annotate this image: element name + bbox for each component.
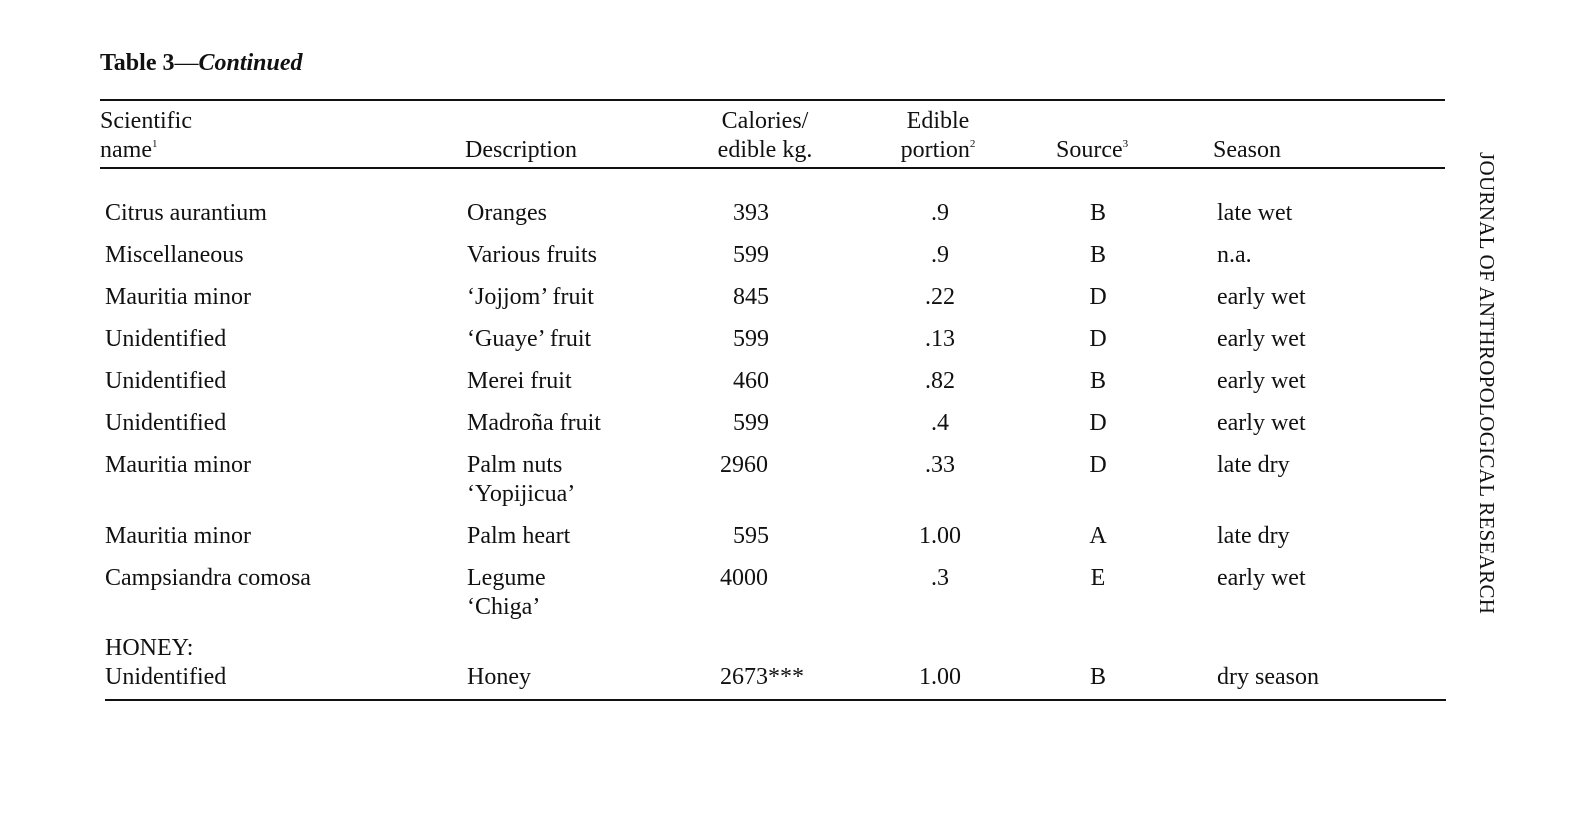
cell-calories: 2673***	[720, 664, 804, 690]
cell-scientific-name: Miscellaneous	[105, 242, 244, 268]
cell-calories: 460	[733, 368, 769, 394]
cell-season: late wet	[1217, 200, 1293, 226]
cell-edible-portion: .33	[925, 452, 955, 478]
cell-edible-portion: .82	[925, 368, 955, 394]
cell-source: D	[1089, 326, 1107, 352]
table-label: Table 3	[100, 50, 175, 76]
cell-edible-portion: .4	[931, 410, 949, 436]
cell-source: D	[1089, 452, 1107, 478]
cell-calories: 2960	[720, 452, 768, 478]
cell-description-line2: ‘Yopijicua’	[467, 481, 576, 507]
cell-season: early wet	[1217, 326, 1306, 352]
cell-edible-portion: .13	[925, 326, 955, 352]
cell-season: early wet	[1217, 284, 1306, 310]
cell-description: Various fruits	[467, 242, 597, 268]
cell-season: early wet	[1217, 565, 1306, 591]
cell-description: Legume	[467, 565, 546, 591]
cell-description: Palm nuts	[467, 452, 563, 478]
footnote-marker-3: 3	[1122, 138, 1129, 150]
cell-scientific-name: Campsiandra comosa	[105, 565, 311, 591]
header-calories-line1: Calories/	[721, 108, 809, 134]
cell-calories: 845	[733, 284, 769, 310]
cell-source: D	[1089, 284, 1107, 310]
cell-description: Palm heart	[467, 523, 571, 549]
cell-source: B	[1089, 200, 1106, 226]
cell-scientific-name: Unidentified	[105, 368, 227, 394]
cell-description: Merei fruit	[467, 368, 572, 394]
cell-source: B	[1089, 368, 1106, 394]
cell-calories: 595	[733, 523, 769, 549]
cell-calories: 4000	[720, 565, 768, 591]
cell-description: ‘Guaye’ fruit	[467, 326, 592, 352]
cell-season: early wet	[1217, 410, 1306, 436]
header-edible-text: portion	[900, 137, 970, 163]
cell-description: Madroña fruit	[467, 410, 601, 436]
cell-description: ‘Jojjom’ fruit	[467, 284, 594, 310]
cell-season: late dry	[1217, 452, 1290, 478]
header-calories-line2: edible kg.	[717, 137, 813, 163]
header-scientific-line1: Scientific	[100, 108, 192, 134]
cell-description: Honey	[467, 664, 531, 690]
footnote-marker-1: 1	[151, 138, 158, 150]
cell-calories: 393	[733, 200, 769, 226]
cell-scientific-name: Citrus aurantium	[105, 200, 267, 226]
cell-description-line2: ‘Chiga’	[467, 594, 541, 620]
cell-scientific-name: Mauritia minor	[105, 452, 251, 478]
running-head-vertical	[1472, 152, 1502, 615]
footnote-marker-2: 2	[969, 138, 976, 150]
header-season: Season	[1213, 137, 1281, 163]
header-edible-line1: Edible	[906, 108, 970, 134]
cell-season: dry season	[1217, 664, 1319, 690]
cell-edible-portion: 1.00	[919, 664, 961, 690]
cell-calories: 599	[733, 326, 769, 352]
cell-edible-portion: .9	[931, 200, 949, 226]
cell-source: B	[1089, 664, 1106, 690]
header-source-text: Source	[1056, 137, 1123, 163]
header-description: Description	[465, 137, 577, 163]
cell-edible-portion: .3	[931, 565, 949, 591]
cell-scientific-name: Unidentified	[105, 664, 227, 690]
caption-dash: —	[174, 50, 199, 76]
cell-scientific-name: Mauritia minor	[105, 284, 251, 310]
table-continued: Continued	[198, 50, 303, 76]
cell-calories: 599	[733, 410, 769, 436]
cell-edible-portion: 1.00	[919, 523, 961, 549]
cell-scientific-name: Unidentified	[105, 326, 227, 352]
cell-season: late dry	[1217, 523, 1290, 549]
cell-calories: 599	[733, 242, 769, 268]
table-group-label: HONEY:	[105, 635, 194, 661]
cell-source: E	[1090, 565, 1106, 591]
cell-scientific-name: Unidentified	[105, 410, 227, 436]
cell-season: n.a.	[1217, 242, 1252, 268]
table-bottom-rule	[105, 699, 1446, 701]
cell-description: Oranges	[467, 200, 547, 226]
cell-source: A	[1089, 523, 1107, 549]
cell-scientific-name: Mauritia minor	[105, 523, 251, 549]
cell-edible-portion: .9	[931, 242, 949, 268]
header-scientific-text: name	[100, 137, 152, 163]
cell-source: B	[1089, 242, 1106, 268]
cell-source: D	[1089, 410, 1107, 436]
journal-title: JOURNAL OF ANTHROPOLOGICAL RESEARCH	[1475, 152, 1499, 615]
cell-season: early wet	[1217, 368, 1306, 394]
cell-edible-portion: .22	[925, 284, 955, 310]
